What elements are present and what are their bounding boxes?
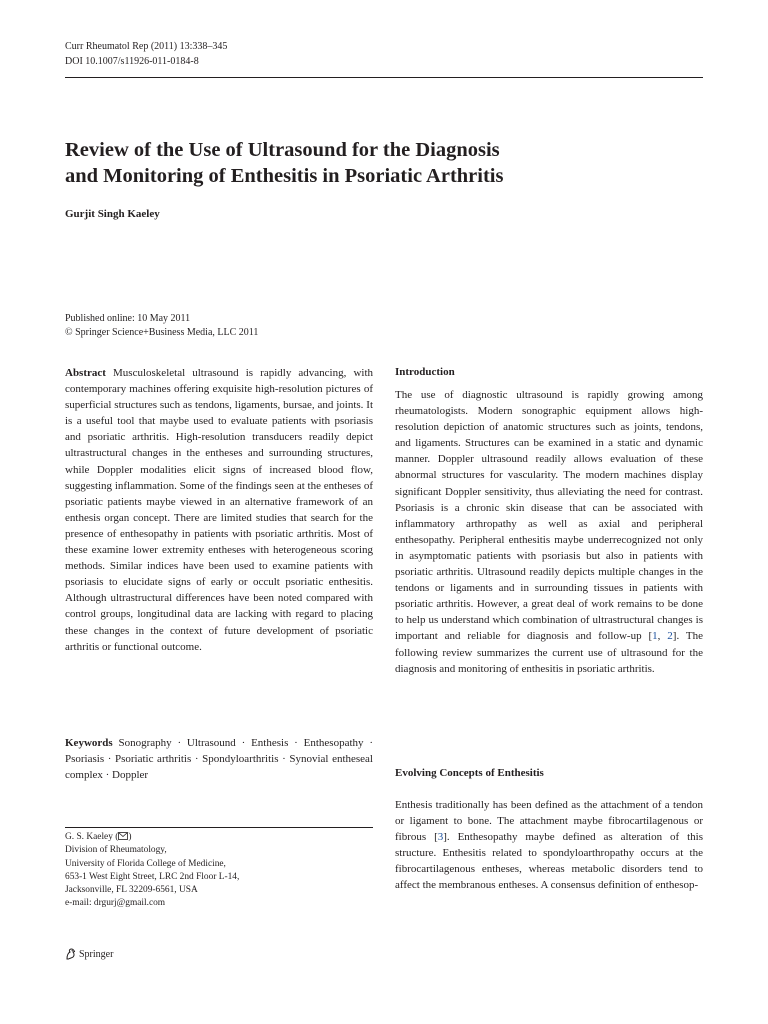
springer-horse-icon <box>65 948 76 960</box>
footnote-university: University of Florida College of Medicine, <box>65 858 226 869</box>
keywords-text: Sonography · Ultrasound · Enthesis · Enthesopathy · Psoriasis · Psoriatic arthritis · Spondyloarthritis · Synovial entheseal complex · Doppler <box>65 737 373 782</box>
footnote-name: G. S. Kaeley ( <box>65 832 119 842</box>
evolving-text-b: ]. Enthesopathy maybe defined as alteration of this structure. Enthesitis related to spondyloarthropathy occurs at the fibrocartilagenous entheses, whereas metabolic disorders tend to affect the membranous entheses. A consensus definition of enthesop- <box>395 831 703 892</box>
abstract-text: Musculoskeletal ultrasound is rapidly advancing, with contemporary machines offering exquisite high-resolution pictures of superficial structures such as tendons, ligaments, bursae, and joints. It is a useful tool that maybe used to evaluate patients with psoriasis and psoriatic arthritis. High-resolution transducers readily depict ultrastructural changes in the entheses and surrounding structures, while Doppler modalities elicit signs of increased blood flow, suggesting inflammation. Some of the findings seen at the entheses of psoriatic patients maybe viewed in an alternative framework of an enthesis organ concept. There are limited studies that search for the presence of enthesopathy in patients with psoriatic arthritis. Most of these examine lower extremity entheses with heterogeneous scoring methods. Similar indices have been used to examine patients with psoriasis to elucidate signs of early or occult psoriatic enthesitis. Although ultrastructural differences have been noted compared with control groups, longitudinal data are lacking with regard to placing these changes in the context of future development of psoriatic arthritis or functional outcome. <box>65 367 373 653</box>
footnote-name-end: ) <box>128 832 132 842</box>
title-line-1: Review of the Use of Ultrasound for the Diagnosis <box>65 139 500 161</box>
footnote-name-line <box>65 831 373 844</box>
envelope-icon <box>118 832 128 840</box>
citation-separator: , <box>657 630 668 643</box>
published-date: Published online: 10 May 2011 <box>65 313 191 324</box>
footnote-division: Division of Rheumatology, <box>65 845 167 856</box>
footnote-rule <box>65 827 373 828</box>
author-affiliation <box>65 831 373 911</box>
citation-1-link[interactable]: 1 <box>652 630 658 643</box>
author-name: Gurjit Singh Kaeley <box>65 208 160 220</box>
introduction-heading: Introduction <box>395 366 455 378</box>
introduction-text-b: ]. The following review summarizes the current use of ultrasound for the diagnosis and monitoring of enthesitis in psoriatic arthritis. <box>395 630 703 675</box>
copyright: © Springer Science+Business Media, LLC 2011 <box>65 327 259 338</box>
footnote-email: e-mail: drgurj@gmail.com <box>65 898 166 909</box>
publisher-footer <box>65 948 113 960</box>
keywords-label: Keywords <box>65 737 113 749</box>
keywords <box>65 735 373 783</box>
article-title <box>65 137 625 189</box>
footnote-street: 653-1 West Eight Street, LRC 2nd Floor L-14, <box>65 871 240 882</box>
abstract-label: Abstract <box>65 367 106 379</box>
header-rule <box>65 77 703 78</box>
publisher-name: Springer <box>79 948 114 960</box>
citation-3-link[interactable]: 3 <box>437 831 444 844</box>
doi: DOI 10.1007/s11926-011-0184-8 <box>65 56 199 67</box>
evolving-concepts-body <box>395 797 703 894</box>
abstract <box>65 365 373 655</box>
footnote-city: Jacksonville, FL 32209-6561, USA <box>65 885 198 896</box>
introduction-text-a: The use of diagnostic ultrasound is rapidly growing among rheumatologists. Modern sonographic equipment allows high-resolution depiction of anatomic structures such as joints, tendons, and ligaments. Structures can be examined in a static and dynamic manner. Doppler ultrasound readily allows evaluation of these abnormal structures for vascularity. The modern machines display significant Doppler sensitivity, thus alleviating the need for contrast. Psoriasis is a chronic skin disease that can be associated with inflammatory arthropathy as well as axial and peripheral enthesopathy. Peripheral enthesitis maybe underrecognized not only in asymptomatic patients with psoriasis but also in patients with psoriatic arthritis. Ultrasound readily depicts multiple changes in the tendons or ligaments and in surrounding tissues in patients with psoriatic arthritis. However, a great deal of work remains to be done to help us understand which combination of ultrastructural changes is important and reliable for diagnosis and follow-up [ <box>395 389 703 643</box>
introduction-body <box>395 387 703 677</box>
evolving-text-a: Enthesis traditionally has been defined as the attachment of a tendon or ligament to bone. The attachment maybe fibrocartilagenous or fibrous [ <box>395 799 703 844</box>
title-line-2: and Monitoring of Enthesitis in Psoriatic Arthritis <box>65 165 504 187</box>
evolving-concepts-heading: Evolving Concepts of Enthesitis <box>395 767 544 779</box>
citation-2-link[interactable]: 2 <box>667 630 673 643</box>
journal-reference: Curr Rheumatol Rep (2011) 13:338–345 <box>65 41 228 52</box>
